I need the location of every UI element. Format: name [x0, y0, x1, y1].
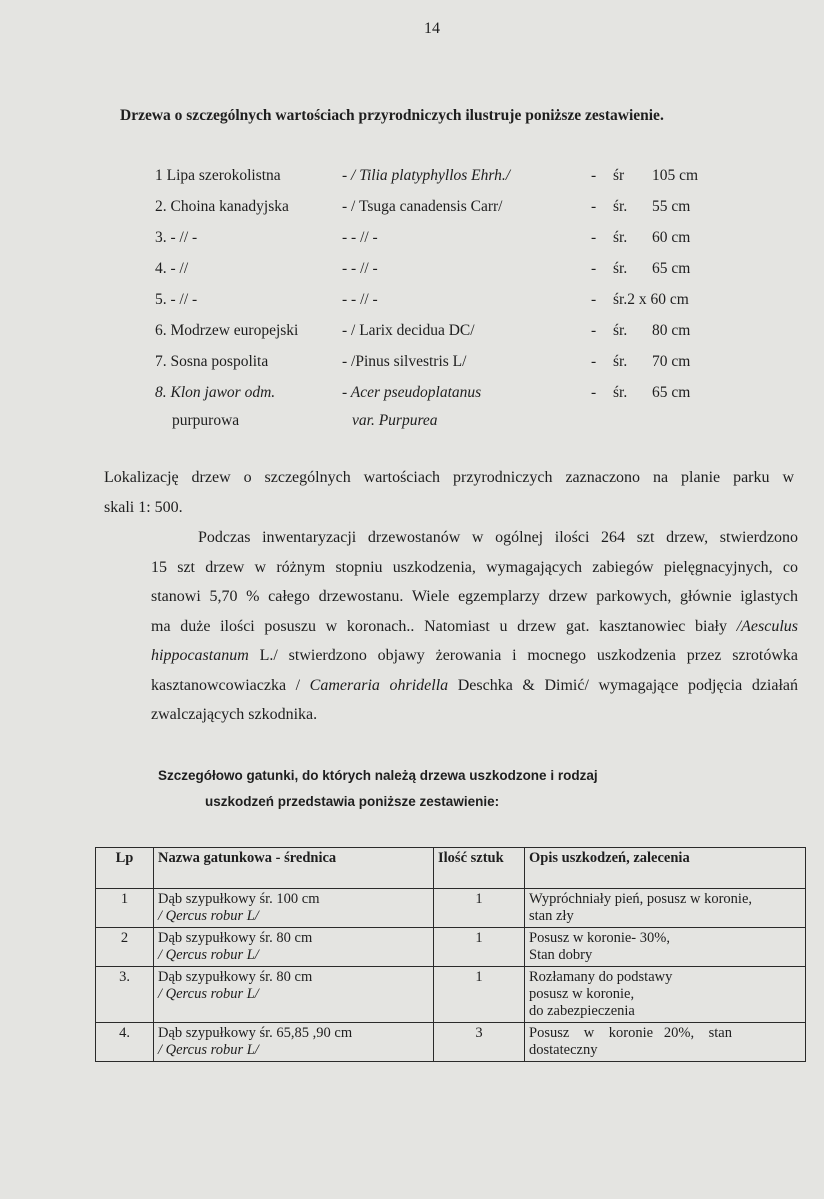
header-desc: Opis uszkodzeń, zalecenia	[525, 848, 806, 889]
text-span: ma duże ilości posuszu w koronach.. Natomiast u drzew gat. kasztanowiec biały	[151, 617, 737, 635]
desc-line: do zabezpieczenia	[529, 1003, 635, 1019]
paragraph-inventory	[104, 523, 798, 730]
tree-sr: śr	[613, 167, 625, 184]
species-latin: / Qercus robur L/	[158, 986, 259, 1002]
header-qty: Ilość sztuk	[434, 848, 525, 889]
tree-size: 55 cm	[652, 198, 691, 215]
desc-line: dostateczny	[529, 1042, 598, 1058]
latin-name: Cameraria ohridella	[309, 676, 449, 694]
desc-line: Rozłamany do podstawy	[529, 969, 673, 985]
table-caption-line: Szczegółowo gatunki, do których należą drzewa uszkodzone i rodzaj	[158, 768, 598, 783]
tree-name: 7. Sosna pospolita	[155, 353, 269, 370]
tree-sr: śr.	[613, 198, 628, 215]
text-span: kasztanowcowiaczka /	[151, 676, 310, 694]
tree-dash: -	[591, 229, 597, 246]
tree-dash: -	[591, 353, 597, 370]
cell-qty: 1	[434, 889, 525, 928]
desc-line: Posusz w koronie 20%, stan	[529, 1025, 732, 1041]
cell-lp: 2	[96, 928, 154, 967]
tree-name: 2. Choina kanadyjska	[155, 198, 289, 215]
tree-sr: śr.	[613, 229, 628, 246]
table-row	[96, 889, 806, 928]
latin-name: hippocastanum	[151, 647, 249, 664]
cell-name	[154, 967, 434, 1023]
text-line: Lokalizację drzew o szczególnych wartościach przyrodniczych zaznaczono na planie parku w	[104, 469, 794, 486]
cell-name	[154, 1023, 434, 1062]
cell-lp: 3.	[96, 967, 154, 1023]
text-line	[104, 671, 798, 701]
text-line: skali 1: 500.	[104, 498, 183, 516]
tree-sr: śr.	[613, 260, 628, 277]
header-name: Nazwa gatunkowa - średnica	[154, 848, 434, 889]
species-latin: / Qercus robur L/	[158, 908, 259, 924]
cell-qty: 1	[434, 967, 525, 1023]
species-latin: / Qercus robur L/	[158, 947, 259, 963]
tree-latin: - - // -	[342, 260, 378, 277]
tree-size: 105 cm	[652, 167, 699, 184]
tree-dash: -	[591, 384, 597, 401]
cell-lp: 4.	[96, 1023, 154, 1062]
section-heading: Drzewa o szczególnych wartościach przyrodniczych ilustruje poniższe zestawienie.	[120, 107, 664, 124]
paragraph-location	[104, 463, 794, 522]
cell-name	[154, 928, 434, 967]
species-size: Dąb szypułkowy śr. 80 cm	[158, 930, 313, 946]
tree-latin: - / Larix decidua DC/	[342, 322, 475, 339]
tree-latin: - / Tsuga canadensis Carr/	[342, 198, 503, 215]
tree-name: 5. - // -	[155, 291, 198, 308]
tree-dash: -	[591, 198, 597, 215]
latin-name: /Aesculus	[736, 617, 798, 635]
text-span: L./ stwierdzono objawy żerowania i mocnego uszkodzenia przez szrotówka	[248, 647, 798, 664]
desc-line: Wypróchniały pień, posusz w koronie,	[529, 891, 753, 907]
desc-line: Posusz w koronie- 30%,	[529, 930, 670, 946]
page-number: 14	[424, 20, 440, 37]
tree-name: purpurowa	[172, 412, 240, 429]
text-line: 15 szt drzew w różnym stopniu uszkodzenia, wymagających zabiegów pielęgnacyjnych, co	[151, 558, 798, 576]
cell-desc	[525, 1023, 806, 1062]
text-line: stanowi 5,70 % całego drzewostanu. Wiele egzemplarzy drzew parkowych, głównie iglastych	[151, 588, 798, 605]
tree-name: 6. Modrzew europejski	[155, 322, 299, 339]
tree-latin: - /Pinus silvestris L/	[342, 353, 467, 370]
tree-dash: -	[591, 167, 597, 184]
desc-line: stan zły	[529, 908, 574, 924]
table-caption-line: uszkodzeń przedstawia poniższe zestawienie:	[205, 794, 500, 809]
tree-latin: var. Purpurea	[352, 412, 438, 429]
tree-dash: -	[591, 291, 597, 308]
tree-latin: - - // -	[342, 229, 378, 246]
desc-line: Stan dobry	[529, 947, 593, 963]
tree-size: 80 cm	[652, 322, 691, 339]
tree-size: 65 cm	[652, 384, 691, 401]
species-size: Dąb szypułkowy śr. 80 cm	[158, 969, 313, 985]
tree-sr: śr.2 x 60 cm	[613, 291, 689, 308]
tree-dash: -	[591, 322, 597, 339]
cell-name	[154, 889, 434, 928]
table-row	[96, 1023, 806, 1062]
table-row	[96, 928, 806, 967]
species-size: Dąb szypułkowy śr. 100 cm	[158, 891, 320, 907]
desc-line: posusz w koronie,	[529, 986, 635, 1002]
species-size: Dąb szypułkowy śr. 65,85 ,90 cm	[158, 1025, 353, 1041]
tree-name: 8. Klon jawor odm.	[155, 384, 276, 401]
tree-sr: śr.	[613, 353, 628, 370]
cell-desc	[525, 928, 806, 967]
tree-size: 65 cm	[652, 260, 691, 277]
cell-qty: 1	[434, 928, 525, 967]
tree-latin: - - // -	[342, 291, 378, 308]
text-span: Deschka & Dimić/ wymagające podjęcia działań	[448, 676, 799, 694]
tree-sr: śr.	[613, 322, 628, 339]
tree-name: 3. - // -	[155, 229, 198, 246]
tree-latin: - / Tilia platyphyllos Ehrh./	[342, 167, 511, 184]
tree-latin: - Acer pseudoplatanus	[342, 384, 482, 401]
damage-table	[95, 847, 806, 1062]
text-line: zwalczających szkodnika.	[151, 706, 318, 723]
table-row	[96, 967, 806, 1023]
header-lp: Lp	[96, 848, 154, 889]
tree-name: 1 Lipa szerokolistna	[155, 167, 281, 184]
cell-desc	[525, 967, 806, 1023]
table-header-row	[96, 848, 806, 889]
tree-name: 4. - //	[155, 260, 189, 277]
tree-sr: śr.	[613, 384, 628, 401]
cell-desc	[525, 889, 806, 928]
tree-size: 60 cm	[652, 229, 691, 246]
text-line	[104, 612, 798, 642]
cell-lp: 1	[96, 889, 154, 928]
tree-dash: -	[591, 260, 597, 277]
tree-size: 70 cm	[652, 353, 691, 370]
cell-qty: 3	[434, 1023, 525, 1062]
text-line: Podczas inwentaryzacji drzewostanów w ogólnej ilości 264 szt drzew, stwierdzono	[198, 529, 798, 546]
text-line	[104, 641, 798, 671]
species-latin: / Qercus robur L/	[158, 1042, 259, 1058]
